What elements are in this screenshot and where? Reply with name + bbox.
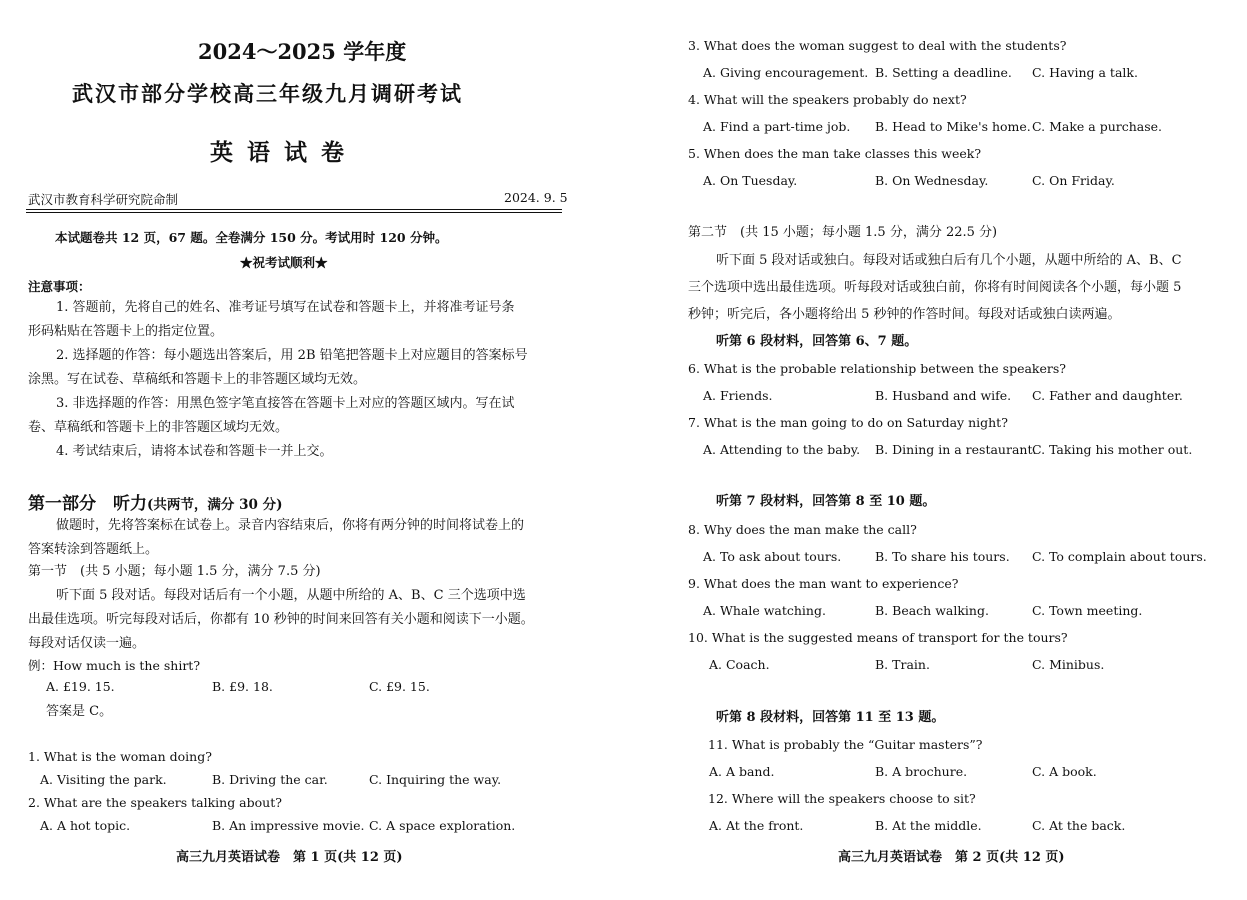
q2-option-b: B. An impressive movie.: [212, 818, 365, 833]
question-1: 1. What is the woman doing?: [28, 749, 212, 764]
q5-option-c: C. On Friday.: [1032, 173, 1115, 188]
q10-option-c: C. Minibus.: [1032, 657, 1105, 672]
q3-option-b: B. Setting a deadline.: [875, 65, 1012, 80]
part1-text: 答案转涂到答题纸上。: [28, 542, 159, 557]
header-rule-2: [26, 212, 562, 213]
q7-option-b: B. Dining in a restaurant.: [875, 442, 1037, 457]
section1-heading: 第一节 (共 5 小题；每小题 1.5 分，满分 7.5 分): [28, 564, 321, 579]
group-8-heading: 听第 8 段材料，回答第 11 至 13 题。: [716, 710, 945, 725]
q8-option-c: C. To complain about tours.: [1032, 549, 1207, 564]
example-option-b: B. £9. 18.: [212, 679, 273, 694]
question-5: 5. When does the man take classes this week?: [688, 146, 982, 161]
q6-option-a: A. Friends.: [703, 388, 773, 403]
note-line: 2. 选择题的作答：每小题选出答案后，用 2B 铅笔把答题卡上对应题目的答案标号: [56, 348, 528, 363]
notes-heading: 注意事项：: [28, 279, 91, 294]
question-7: 7. What is the man going to do on Saturday night?: [688, 415, 1008, 430]
q4-option-a: A. Find a part-time job.: [703, 119, 851, 134]
q9-option-a: A. Whale watching.: [703, 603, 826, 618]
page-footer: 高三九月英语试卷 第 1 页(共 12 页): [176, 850, 403, 865]
example-option-a: A. £19. 15.: [46, 679, 115, 694]
question-11: 11. What is probably the “Guitar masters”?: [708, 737, 983, 752]
question-10: 10. What is the suggested means of transport for the tours?: [688, 630, 1068, 645]
q6-option-b: B. Husband and wife.: [875, 388, 1012, 403]
q1-option-c: C. Inquiring the way.: [369, 772, 502, 787]
question-12: 12. Where will the speakers choose to sit?: [708, 791, 976, 806]
q1-option-a: A. Visiting the park.: [40, 772, 167, 787]
good-luck-note: ★祝考试顺利★: [240, 255, 328, 270]
q3-option-c: C. Having a talk.: [1032, 65, 1138, 80]
q11-option-c: C. A book.: [1032, 764, 1097, 779]
part1-text: 做题时，先将答案标在试卷上。录音内容结束后，你将有两分钟的时间将试卷上的: [56, 518, 525, 533]
title-year: 2024～2025 学年度: [198, 39, 407, 64]
example-question: 例：How much is the shirt?: [28, 658, 201, 673]
q9-option-c: C. Town meeting.: [1032, 603, 1143, 618]
section1-text: 听下面 5 段对话。每段对话后有一个小题，从题中所给的 A、B、C 三个选项中选: [56, 588, 526, 603]
q8-option-a: A. To ask about tours.: [703, 549, 842, 564]
part1-note: (共两节，满分 30 分): [147, 497, 283, 513]
exam-page-1: [0, 0, 590, 900]
question-9: 9. What does the man want to experience?: [688, 576, 959, 591]
exam-page-2: [650, 0, 1247, 900]
q8-option-b: B. To share his tours.: [875, 549, 1010, 564]
note-line: 形码粘贴在答题卡上的指定位置。: [28, 324, 224, 339]
header-rule: [26, 209, 562, 210]
exam-title: 武汉市部分学校高三年级九月调研考试: [72, 81, 463, 106]
q12-option-c: C. At the back.: [1032, 818, 1126, 833]
example-answer: 答案是 C。: [46, 704, 113, 719]
q12-option-b: B. At the middle.: [875, 818, 982, 833]
group-6-heading: 听第 6 段材料，回答第 6、7 题。: [716, 334, 918, 349]
q1-option-b: B. Driving the car.: [212, 772, 328, 787]
q5-option-a: A. On Tuesday.: [703, 173, 798, 188]
subject-title: 英语试卷: [210, 139, 358, 166]
q4-option-b: B. Head to Mike's home.: [875, 119, 1031, 134]
q12-option-a: A. At the front.: [709, 818, 804, 833]
group-7-heading: 听第 7 段材料，回答第 8 至 10 题。: [716, 494, 936, 509]
example-option-c: C. £9. 15.: [369, 679, 430, 694]
note-line: 1. 答题前，先将自己的姓名、准考证号填写在试卷和答题卡上，并将准考证号条: [56, 300, 515, 315]
q3-option-a: A. Giving encouragement.: [703, 65, 869, 80]
note-line: 4. 考试结束后，请将本试卷和答题卡一并上交。: [56, 444, 333, 459]
part1-title: 第一部分 听力: [28, 494, 147, 514]
q2-option-c: C. A space exploration.: [369, 818, 516, 833]
section1-text: 每段对话仅读一遍。: [28, 636, 146, 651]
question-8: 8. Why does the man make the call?: [688, 522, 917, 537]
exam-summary: 本试题卷共 12 页，67 题。全卷满分 150 分。考试用时 120 分钟。: [55, 230, 448, 245]
q2-option-a: A. A hot topic.: [40, 818, 131, 833]
note-line: 涂黑。写在试卷、草稿纸和答题卡上的非答题区域均无效。: [28, 372, 367, 387]
question-4: 4. What will the speakers probably do next?: [688, 92, 967, 107]
q6-option-c: C. Father and daughter.: [1032, 388, 1183, 403]
q11-option-a: A. A band.: [709, 764, 775, 779]
q7-option-a: A. Attending to the baby.: [703, 442, 861, 457]
section2-text: 秒钟；听完后，各小题将给出 5 秒钟的作答时间。每段对话或独白读两遍。: [688, 307, 1121, 322]
note-line: 卷、草稿纸和答题卡上的非答题区域均无效。: [28, 420, 289, 435]
section1-text: 出最佳选项。听完每段对话后，你都有 10 秒钟的时间来回答有关小题和阅读下一小题。: [28, 612, 534, 627]
q10-option-b: B. Train.: [875, 657, 930, 672]
exam-date: 2024. 9. 5: [504, 190, 568, 205]
q4-option-c: C. Make a purchase.: [1032, 119, 1163, 134]
q7-option-c: C. Taking his mother out.: [1032, 442, 1193, 457]
page-footer: 高三九月英语试卷 第 2 页(共 12 页): [838, 850, 1065, 865]
question-2: 2. What are the speakers talking about?: [28, 795, 282, 810]
q11-option-b: B. A brochure.: [875, 764, 968, 779]
section2-text: 听下面 5 段对话或独白。每段对话或独白后有几个小题，从题中所给的 A、B、C: [716, 253, 1182, 268]
section2-text: 三个选项中选出最佳选项。听每段对话或独白前，你将有时间阅读各个小题，每小题 5: [688, 280, 1182, 295]
question-6: 6. What is the probable relationship between the speakers?: [688, 361, 1066, 376]
note-line: 3. 非选择题的作答：用黑色签字笔直接答在答题卡上对应的答题区域内。写在试: [56, 396, 515, 411]
part1-heading: [28, 489, 282, 514]
q9-option-b: B. Beach walking.: [875, 603, 989, 618]
question-3: 3. What does the woman suggest to deal with the students?: [688, 38, 1067, 53]
q5-option-b: B. On Wednesday.: [875, 173, 989, 188]
section2-heading: 第二节 (共 15 小题；每小题 1.5 分，满分 22.5 分): [688, 225, 998, 240]
issuer: 武汉市教育科学研究院命制: [28, 192, 179, 207]
q10-option-a: A. Coach.: [709, 657, 770, 672]
